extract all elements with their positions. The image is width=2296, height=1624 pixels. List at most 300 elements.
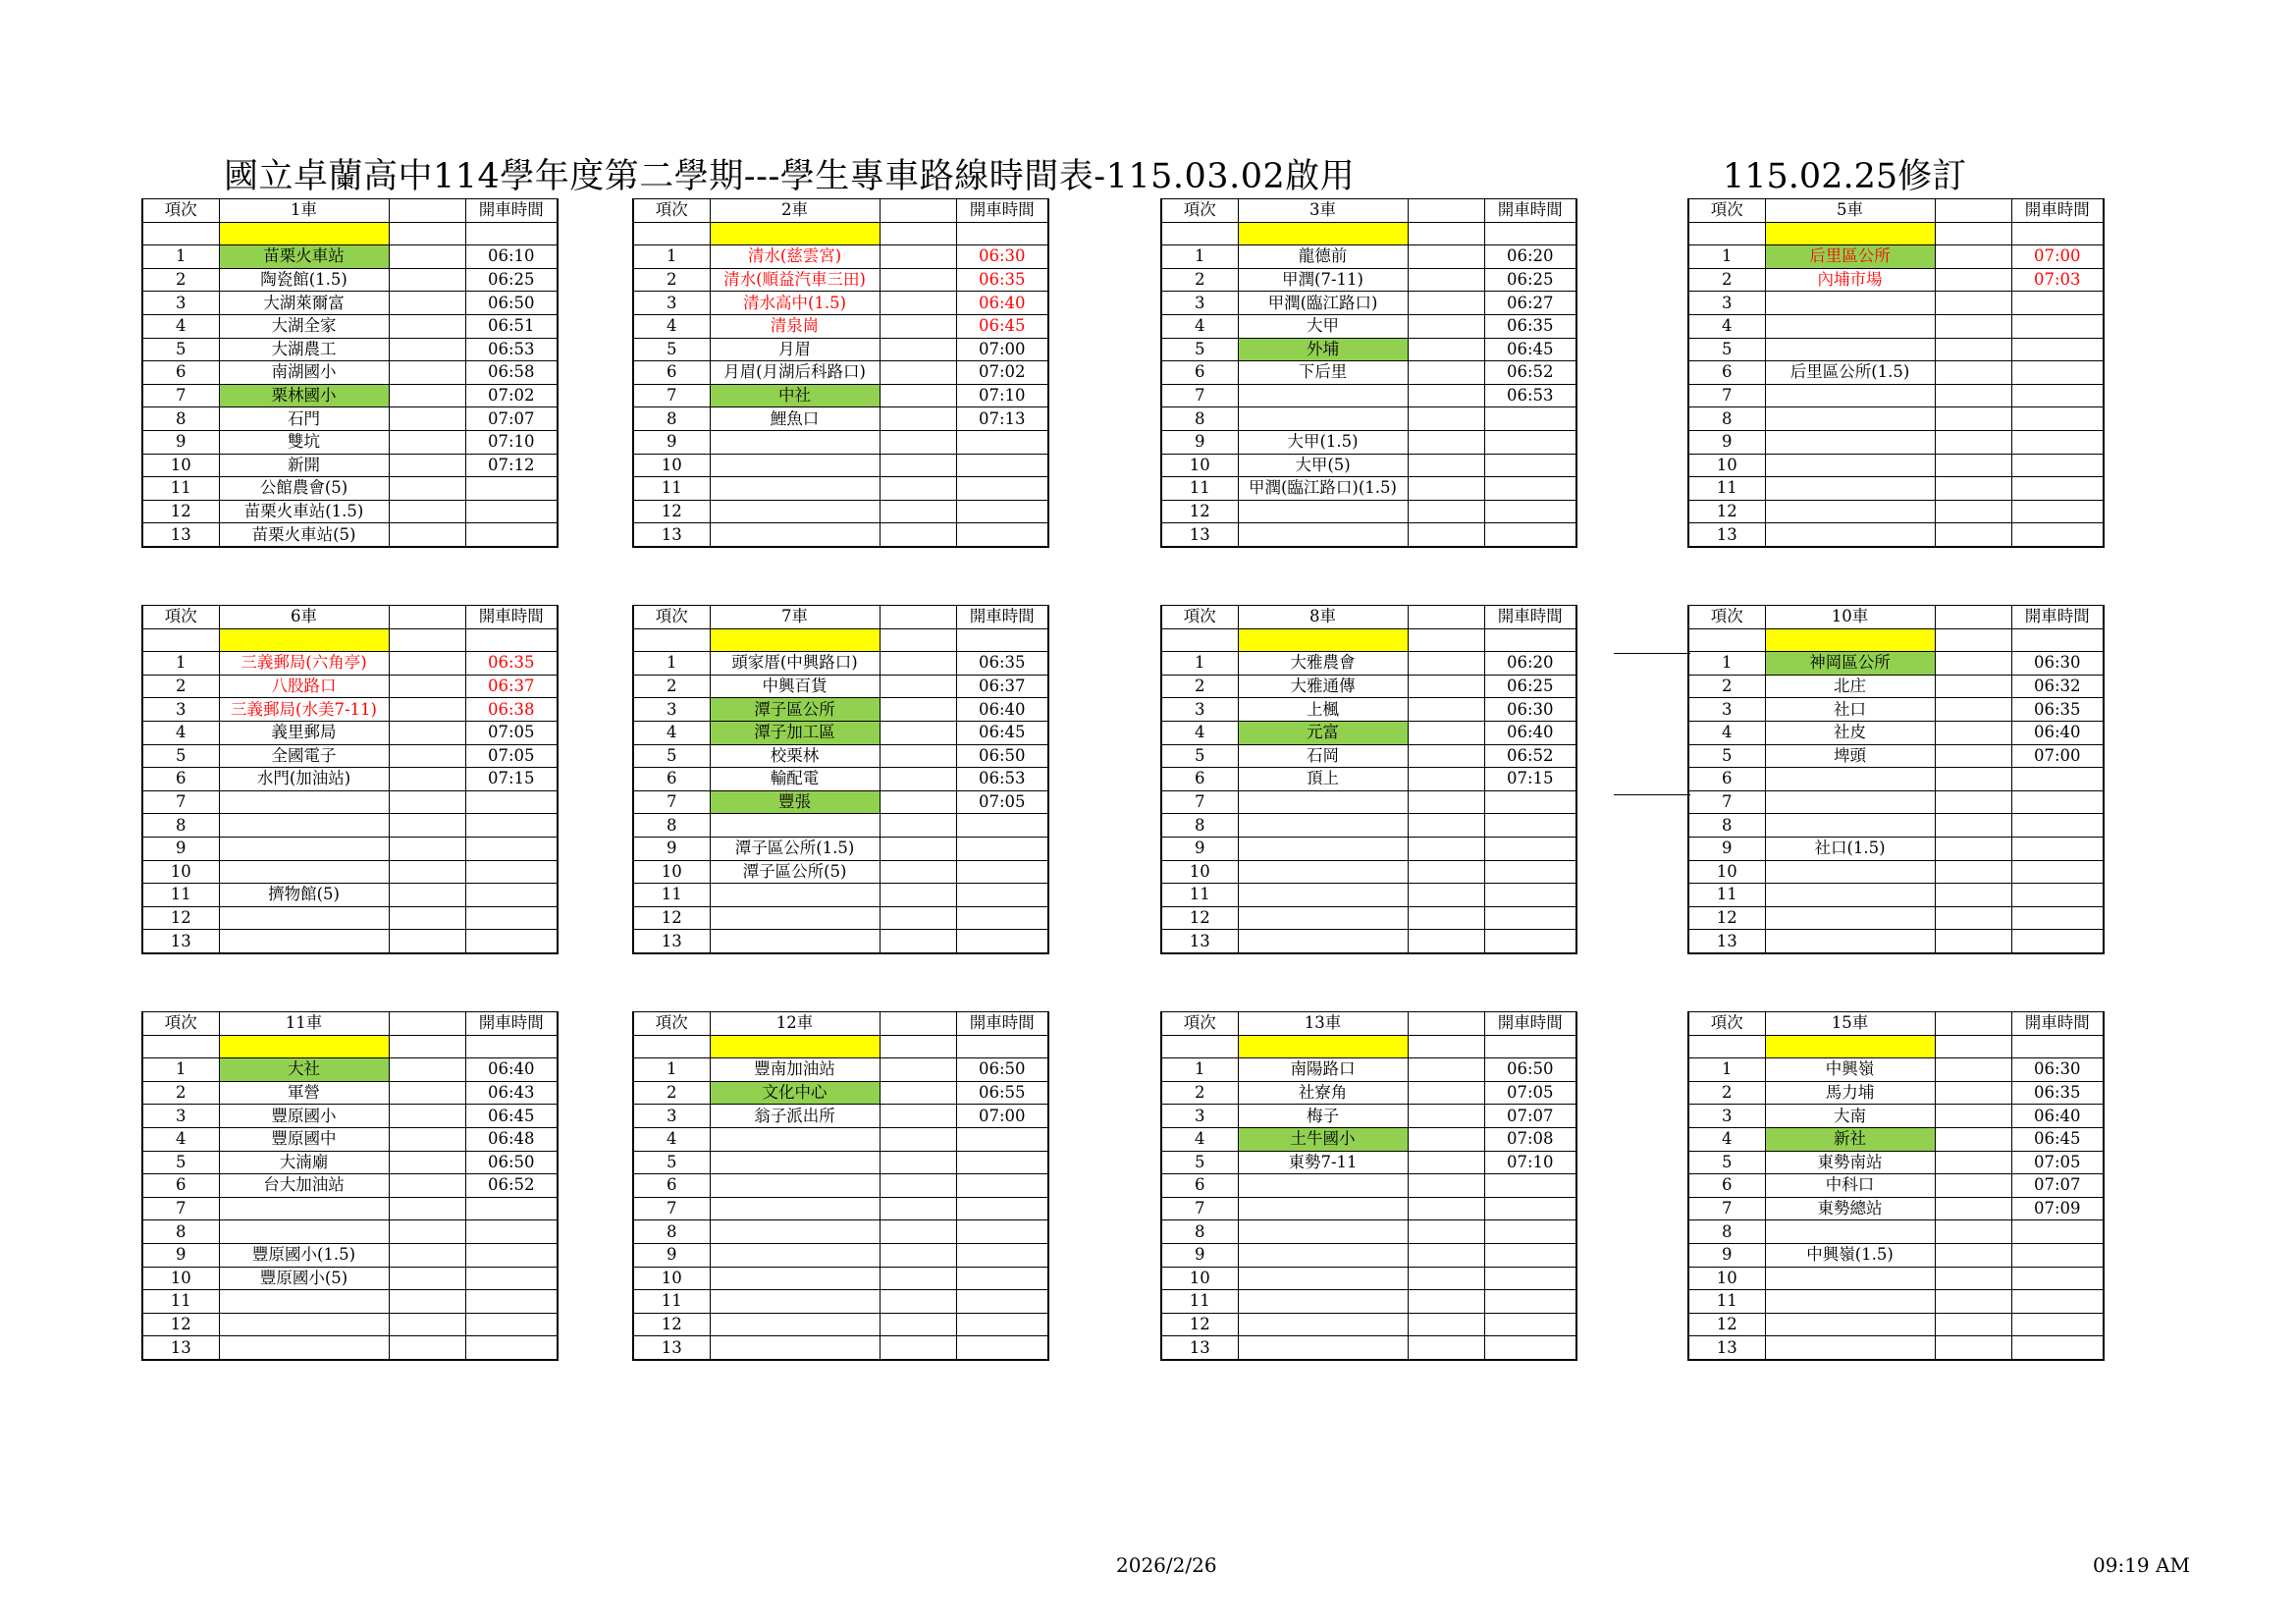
stop-name	[1765, 314, 1935, 338]
stop-no: 11	[142, 477, 219, 501]
table-row	[633, 338, 1048, 361]
depart-time	[956, 1290, 1048, 1314]
table-row	[1688, 523, 2104, 547]
stop-no: 6	[633, 1174, 710, 1198]
depart-time	[1484, 500, 1576, 523]
stop-name	[1765, 860, 1935, 884]
stop-no: 2	[1688, 675, 1765, 698]
depart-time: 06:40	[2011, 721, 2104, 744]
blank-cell	[1408, 268, 1484, 292]
table-row	[142, 1058, 558, 1082]
depart-time: 06:50	[465, 292, 558, 315]
depart-time: 07:10	[1484, 1151, 1576, 1174]
blank-cell	[880, 860, 956, 884]
depart-time: 06:35	[1484, 314, 1576, 338]
blank-cell	[2011, 222, 2104, 245]
stop-name	[1765, 884, 1935, 907]
stop-name	[1765, 1267, 1935, 1290]
stop-no: 1	[1161, 1058, 1238, 1082]
bus-name: 13車	[1238, 1012, 1408, 1036]
stop-no: 9	[142, 837, 219, 860]
depart-time	[2011, 1267, 2104, 1290]
blank-cell	[1408, 860, 1484, 884]
depart-time: 06:35	[956, 652, 1048, 676]
stop-no: 13	[1161, 523, 1238, 547]
stop-name: 義里郵局	[219, 721, 389, 744]
table-row	[142, 338, 558, 361]
stop-no: 2	[1688, 268, 1765, 292]
depart-time: 07:13	[956, 407, 1048, 431]
yellow-cell	[219, 222, 389, 245]
table-row	[633, 675, 1048, 698]
blank-cell	[1935, 768, 2011, 791]
table-row	[1161, 860, 1576, 884]
blank-cell	[1935, 675, 2011, 698]
stop-name: 清水(順益汽車三田)	[710, 268, 880, 292]
header-time: 開車時間	[1484, 606, 1576, 629]
table-row	[1688, 930, 2104, 953]
table-row	[1161, 675, 1576, 698]
stop-name: 潭子區公所(1.5)	[710, 837, 880, 860]
table-row	[142, 814, 558, 838]
depart-time: 06:20	[1484, 652, 1576, 676]
table-row	[1161, 1197, 1576, 1220]
blank-row	[1688, 1035, 2104, 1058]
stop-no: 9	[633, 1243, 710, 1267]
blank-cell	[1935, 361, 2011, 385]
stop-name: 潭子區公所(5)	[710, 860, 880, 884]
stop-no: 2	[142, 268, 219, 292]
depart-time	[465, 1197, 558, 1220]
stop-name	[1765, 384, 1935, 407]
stop-name: 甲潤(臨江路口)	[1238, 292, 1408, 315]
blank-cell	[880, 744, 956, 768]
stop-name	[1238, 384, 1408, 407]
stop-no: 3	[633, 1105, 710, 1128]
stop-name: 中科口	[1765, 1174, 1935, 1198]
blank-cell	[633, 1035, 710, 1058]
stop-no: 12	[142, 906, 219, 930]
stop-no: 7	[142, 1197, 219, 1220]
depart-time	[956, 1313, 1048, 1336]
depart-time: 06:53	[1484, 384, 1576, 407]
blank-cell	[956, 1035, 1048, 1058]
stop-name	[1765, 814, 1935, 838]
blank-cell	[2011, 628, 2104, 652]
stop-name	[710, 430, 880, 454]
depart-time: 07:00	[956, 338, 1048, 361]
blank-cell	[1935, 744, 2011, 768]
stop-no: 8	[1688, 407, 1765, 431]
stop-name: 中興百貨	[710, 675, 880, 698]
stop-name: 月眉	[710, 338, 880, 361]
blank-cell	[880, 884, 956, 907]
blank-cell	[880, 1220, 956, 1244]
blank-cell	[880, 1197, 956, 1220]
table-row	[1161, 1058, 1576, 1082]
table-row	[142, 721, 558, 744]
stop-name: 清泉崗	[710, 314, 880, 338]
table-header-row	[1161, 606, 1576, 629]
table-row	[1688, 1290, 2104, 1314]
stop-name: 大社	[219, 1058, 389, 1082]
blank-cell	[1935, 454, 2011, 477]
table-row	[1688, 721, 2104, 744]
stop-name: 埤頭	[1765, 744, 1935, 768]
stop-name	[1765, 454, 1935, 477]
table-row	[633, 245, 1048, 269]
stop-no: 8	[142, 407, 219, 431]
depart-time	[2011, 1336, 2104, 1360]
depart-time	[2011, 860, 2104, 884]
stop-no: 4	[142, 721, 219, 744]
stop-name: 潭子區公所	[710, 698, 880, 722]
table-row	[142, 361, 558, 385]
stop-name: 翁子派出所	[710, 1105, 880, 1128]
stop-no: 11	[633, 1290, 710, 1314]
table-row	[633, 1290, 1048, 1314]
blank-cell	[1408, 744, 1484, 768]
header-blank	[389, 1012, 465, 1036]
route-table	[632, 605, 1049, 954]
stop-no: 8	[633, 407, 710, 431]
depart-time: 07:07	[465, 407, 558, 431]
blank-cell	[389, 523, 465, 547]
stop-name: 大雅通傳	[1238, 675, 1408, 698]
table-row	[1161, 652, 1576, 676]
blank-cell	[389, 1290, 465, 1314]
stop-no: 3	[142, 1105, 219, 1128]
blank-cell	[880, 292, 956, 315]
depart-time	[956, 837, 1048, 860]
stop-name	[1238, 1313, 1408, 1336]
table-row	[1161, 698, 1576, 722]
blank-cell	[1408, 675, 1484, 698]
stop-no: 8	[142, 1220, 219, 1244]
route-table	[141, 1011, 559, 1361]
stop-name	[710, 500, 880, 523]
blank-cell	[1408, 407, 1484, 431]
blank-cell	[880, 721, 956, 744]
blank-cell	[142, 1035, 219, 1058]
stop-no: 7	[1688, 790, 1765, 814]
blank-cell	[1935, 292, 2011, 315]
table-row	[633, 407, 1048, 431]
blank-cell	[1408, 1151, 1484, 1174]
stop-no: 6	[633, 768, 710, 791]
header-blank	[1935, 606, 2011, 629]
table-row	[1161, 1105, 1576, 1128]
blank-row	[142, 628, 558, 652]
stop-name	[1238, 1220, 1408, 1244]
blank-cell	[1935, 430, 2011, 454]
table-row	[142, 1290, 558, 1314]
blank-cell	[389, 500, 465, 523]
blank-cell	[880, 222, 956, 245]
blank-cell	[1408, 1197, 1484, 1220]
depart-time	[1484, 1243, 1576, 1267]
blank-cell	[389, 454, 465, 477]
stop-no: 9	[1161, 837, 1238, 860]
blank-cell	[1408, 1058, 1484, 1082]
stop-name: 上楓	[1238, 698, 1408, 722]
stop-no: 12	[142, 500, 219, 523]
stop-no: 5	[633, 338, 710, 361]
depart-time	[956, 906, 1048, 930]
stop-name	[710, 814, 880, 838]
blank-cell	[1935, 698, 2011, 722]
blank-cell	[389, 675, 465, 698]
header-no: 項次	[633, 1012, 710, 1036]
depart-time	[956, 1336, 1048, 1360]
blank-cell	[1688, 1035, 1765, 1058]
yellow-cell	[710, 1035, 880, 1058]
depart-time	[1484, 1197, 1576, 1220]
blank-cell	[389, 1127, 465, 1151]
stop-no: 11	[1161, 1290, 1238, 1314]
stop-no: 1	[142, 1058, 219, 1082]
table-row	[142, 698, 558, 722]
blank-row	[633, 222, 1048, 245]
depart-time: 06:53	[465, 338, 558, 361]
yellow-cell	[1238, 628, 1408, 652]
yellow-cell	[1238, 1035, 1408, 1058]
depart-time: 06:45	[1484, 338, 1576, 361]
stop-name	[1238, 884, 1408, 907]
blank-cell	[389, 790, 465, 814]
depart-time: 07:15	[465, 768, 558, 791]
stop-no: 6	[1161, 361, 1238, 385]
table-row	[1161, 884, 1576, 907]
depart-time: 06:40	[2011, 1105, 2104, 1128]
blank-cell	[389, 1081, 465, 1105]
table-row	[633, 906, 1048, 930]
table-row	[1688, 338, 2104, 361]
stop-name	[1765, 500, 1935, 523]
blank-cell	[389, 407, 465, 431]
blank-cell	[2011, 1035, 2104, 1058]
depart-time: 07:12	[465, 454, 558, 477]
stop-name	[1765, 930, 1935, 953]
stop-name: 東勢總站	[1765, 1197, 1935, 1220]
blank-cell	[1408, 1220, 1484, 1244]
stop-no: 10	[1688, 454, 1765, 477]
depart-time	[956, 814, 1048, 838]
depart-time: 07:05	[465, 744, 558, 768]
table-row	[142, 790, 558, 814]
table-row	[633, 744, 1048, 768]
stop-name: 甲潤(臨江路口)(1.5)	[1238, 477, 1408, 501]
depart-time: 07:02	[956, 361, 1048, 385]
depart-time	[956, 477, 1048, 501]
bus-name: 7車	[710, 606, 880, 629]
blank-cell	[880, 1174, 956, 1198]
blank-cell	[1935, 652, 2011, 676]
stop-no: 4	[633, 1127, 710, 1151]
depart-time: 06:35	[465, 652, 558, 676]
depart-time: 07:05	[2011, 1151, 2104, 1174]
stop-name: 大湳廟	[219, 1151, 389, 1174]
stop-no: 8	[1161, 407, 1238, 431]
blank-cell	[880, 407, 956, 431]
table-row	[633, 1127, 1048, 1151]
header-time: 開車時間	[465, 1012, 558, 1036]
table-row	[1688, 292, 2104, 315]
stop-no: 6	[1161, 768, 1238, 791]
table-row	[633, 1243, 1048, 1267]
blank-cell	[389, 222, 465, 245]
blank-cell	[1408, 245, 1484, 269]
stop-name: 豐張	[710, 790, 880, 814]
stop-name	[710, 477, 880, 501]
stop-name: 豐原國中	[219, 1127, 389, 1151]
blank-cell	[1408, 1081, 1484, 1105]
blank-cell	[880, 698, 956, 722]
header-time: 開車時間	[956, 199, 1048, 223]
table-row	[1688, 652, 2104, 676]
blank-row	[1161, 222, 1576, 245]
blank-cell	[880, 500, 956, 523]
blank-cell	[880, 675, 956, 698]
stop-no: 3	[142, 292, 219, 315]
depart-time	[2011, 477, 2104, 501]
blank-cell	[389, 477, 465, 501]
depart-time: 06:50	[956, 1058, 1048, 1082]
blank-cell	[1408, 1336, 1484, 1360]
depart-time	[2011, 454, 2104, 477]
stop-name: 后里區公所	[1765, 245, 1935, 269]
depart-time: 06:30	[956, 245, 1048, 269]
stop-name: 豐原國小(1.5)	[219, 1243, 389, 1267]
depart-time	[1484, 790, 1576, 814]
blank-cell	[880, 906, 956, 930]
blank-cell	[880, 454, 956, 477]
depart-time	[465, 500, 558, 523]
depart-time	[1484, 454, 1576, 477]
depart-time	[1484, 860, 1576, 884]
stop-no: 13	[142, 523, 219, 547]
header-blank	[880, 1012, 956, 1036]
table-row	[633, 500, 1048, 523]
table-row	[633, 384, 1048, 407]
blank-cell	[1408, 222, 1484, 245]
stop-name: 軍營	[219, 1081, 389, 1105]
stop-name: 大甲	[1238, 314, 1408, 338]
stop-name	[219, 814, 389, 838]
header-time: 開車時間	[2011, 606, 2104, 629]
stop-no: 3	[633, 698, 710, 722]
table-row	[1161, 790, 1576, 814]
stop-no: 10	[633, 1267, 710, 1290]
table-row	[1688, 1336, 2104, 1360]
page-title: 國立卓蘭高中114學年度第二學期---學生專車路線時間表-115.03.02啟用	[224, 157, 1356, 196]
stop-no: 3	[1161, 1105, 1238, 1128]
blank-cell	[1935, 1174, 2011, 1198]
table-header-row	[142, 1012, 558, 1036]
table-row	[142, 430, 558, 454]
header-time: 開車時間	[2011, 1012, 2104, 1036]
blank-cell	[1935, 884, 2011, 907]
depart-time: 06:50	[1484, 1058, 1576, 1082]
blank-cell	[1408, 1035, 1484, 1058]
stop-name: 頭家厝(中興路口)	[710, 652, 880, 676]
route-table	[632, 198, 1049, 548]
depart-time	[2011, 338, 2104, 361]
table-row	[1161, 837, 1576, 860]
table-row	[1688, 407, 2104, 431]
blank-cell	[465, 222, 558, 245]
table-row	[1688, 454, 2104, 477]
stop-name	[219, 1336, 389, 1360]
blank-cell	[633, 628, 710, 652]
stop-no: 5	[142, 744, 219, 768]
stop-name	[1238, 837, 1408, 860]
stop-no: 8	[142, 814, 219, 838]
stop-name: 月眉(月湖后科路口)	[710, 361, 880, 385]
table-row	[142, 500, 558, 523]
depart-time	[1484, 1220, 1576, 1244]
stop-no: 1	[142, 652, 219, 676]
table-row	[142, 1105, 558, 1128]
blank-cell	[880, 430, 956, 454]
table-row	[142, 1336, 558, 1360]
depart-time	[2011, 814, 2104, 838]
table-row	[1161, 407, 1576, 431]
blank-row	[1688, 222, 2104, 245]
table-row	[633, 930, 1048, 953]
table-row	[633, 652, 1048, 676]
blank-cell	[1408, 906, 1484, 930]
blank-cell	[880, 1151, 956, 1174]
blank-cell	[1408, 292, 1484, 315]
table-row	[1688, 430, 2104, 454]
stop-no: 12	[633, 1313, 710, 1336]
table-row	[1161, 314, 1576, 338]
stop-no: 5	[1688, 338, 1765, 361]
table-row	[1161, 814, 1576, 838]
table-row	[1161, 500, 1576, 523]
depart-time	[2011, 1220, 2104, 1244]
stop-no: 6	[142, 768, 219, 791]
depart-time	[956, 1267, 1048, 1290]
blank-cell	[880, 477, 956, 501]
blank-cell	[1935, 477, 2011, 501]
table-row	[142, 1197, 558, 1220]
stop-name	[1238, 1174, 1408, 1198]
blank-cell	[389, 768, 465, 791]
footer-date: 2026/2/26	[1116, 1553, 1217, 1577]
table-row	[1688, 1127, 2104, 1151]
depart-time	[956, 500, 1048, 523]
blank-cell	[389, 884, 465, 907]
table-header-row	[1688, 199, 2104, 223]
stop-no: 2	[633, 1081, 710, 1105]
blank-cell	[1408, 930, 1484, 953]
stop-no: 7	[633, 1197, 710, 1220]
depart-time	[1484, 930, 1576, 953]
stop-name: 大南	[1765, 1105, 1935, 1128]
depart-time	[465, 1290, 558, 1314]
table-row	[1161, 477, 1576, 501]
table-header-row	[1161, 1012, 1576, 1036]
table-row	[1688, 1058, 2104, 1082]
depart-time: 06:40	[956, 292, 1048, 315]
stop-name: 陶瓷館(1.5)	[219, 268, 389, 292]
stop-no: 2	[1161, 268, 1238, 292]
blank-cell	[880, 1081, 956, 1105]
depart-time	[465, 837, 558, 860]
stop-name	[1765, 1290, 1935, 1314]
